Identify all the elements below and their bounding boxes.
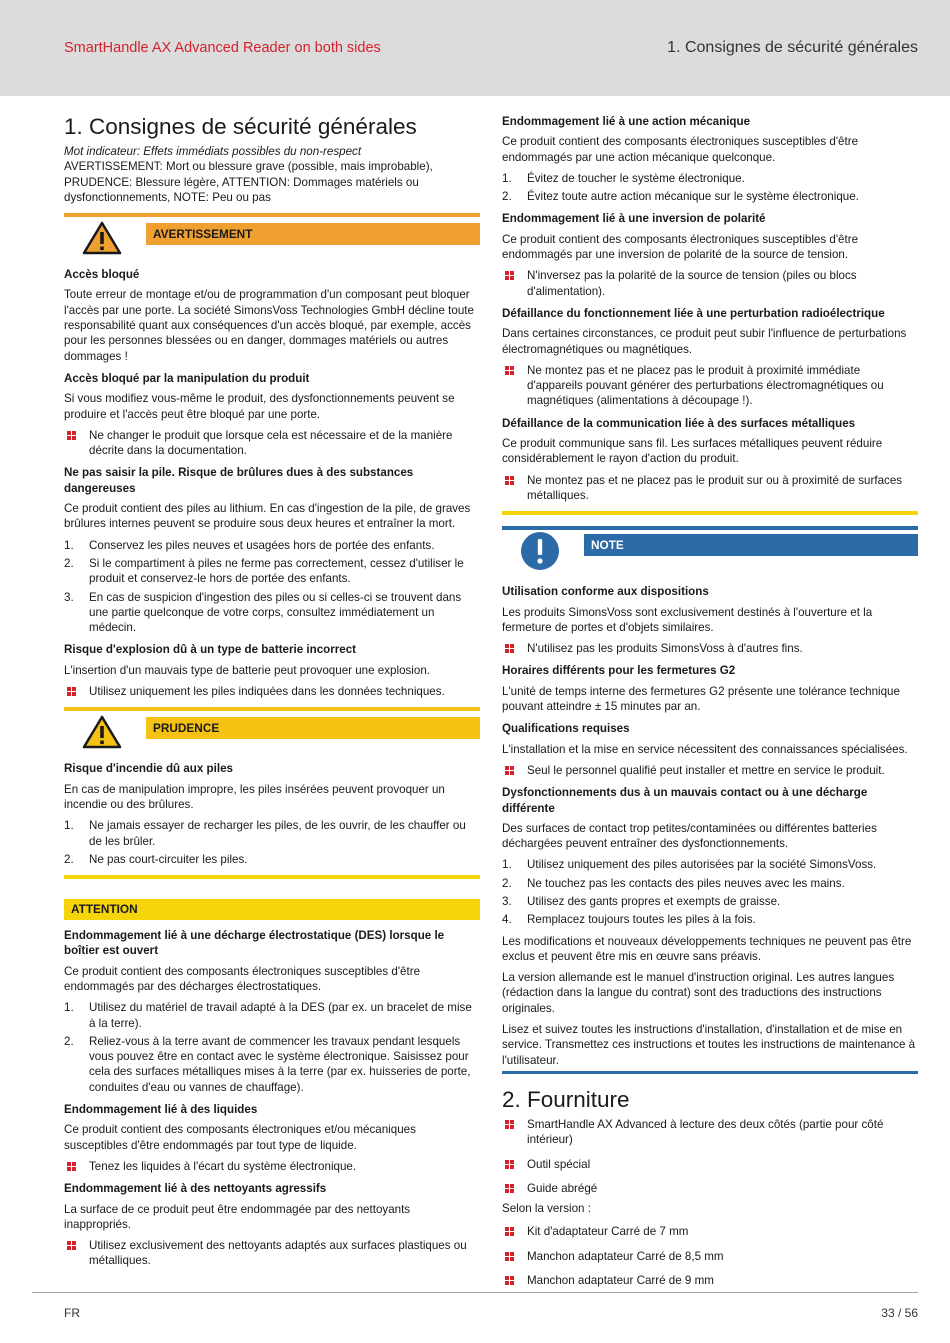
list-item: 1. Évitez de toucher le système électronique. bbox=[502, 171, 745, 185]
list-item: Guide abrégé bbox=[502, 1181, 918, 1196]
bullet-list bbox=[502, 473, 918, 504]
bullet-list bbox=[502, 268, 918, 299]
section-title: Défaillance de la communication liée à des surfaces métalliques bbox=[502, 416, 856, 430]
footer-divider bbox=[32, 1292, 918, 1293]
red-square-bullet-icon bbox=[505, 644, 514, 653]
note-box bbox=[502, 511, 918, 576]
list-item: 1. Ne jamais essayer de recharger les piles, de les ouvrir, de les chauffer ou de les brûler. bbox=[64, 819, 466, 848]
section-title-fourniture: 2. Fourniture bbox=[502, 1086, 630, 1112]
numbered-list bbox=[502, 857, 918, 927]
section-text: En cas de manipulation impropre, les piles insérées peuvent provoquer un incendie ou des brûlures. bbox=[64, 782, 445, 811]
section-title: Endommagement lié à des liquides bbox=[64, 1103, 258, 1117]
list-item: Seul le personnel qualifié peut installer et mettre en service le produit. bbox=[502, 763, 918, 778]
list-item: 2. Ne touchez pas les contacts des piles neuves avec les mains. bbox=[502, 876, 845, 890]
section-title: Endommagement lié à une décharge électrostatique (DES) lorsque le boîtier est ouvert bbox=[64, 929, 445, 958]
red-square-bullet-icon bbox=[505, 1276, 514, 1285]
warning-label: AVERTISSEMENT bbox=[146, 223, 480, 245]
section-title: Accès bloqué par la manipulation du produit bbox=[64, 371, 310, 385]
section-text: Dans certaines circonstances, ce produit peut subir l'influence de perturbations électromagnétiques ou magnétiques. bbox=[502, 327, 907, 356]
page-title: 1. Consignes de sécurité générales bbox=[64, 114, 417, 139]
note-label: NOTE bbox=[584, 534, 918, 556]
list-item: Ne changer le produit que lorsque cela est nécessaire et de la manière décrite dans la documentation. bbox=[64, 428, 480, 459]
caution-bar bbox=[64, 707, 480, 711]
bullet-list bbox=[502, 363, 918, 409]
section-text: Ce produit contient des composants électroniques susceptibles d'être endommagés par des décharges électrostatiques. bbox=[64, 964, 421, 993]
red-square-bullet-icon bbox=[505, 366, 514, 375]
section-text: Ce produit communique sans fil. Les surfaces métalliques peuvent réduire considérablement le rayon d'action du produit. bbox=[502, 437, 883, 466]
section-title: Endommagement lié à des nettoyants agressifs bbox=[64, 1182, 327, 1196]
list-item: N'inversez pas la polarité de la source de tension (piles ou blocs d'alimentation). bbox=[502, 268, 918, 299]
page-header bbox=[0, 0, 950, 96]
version-list bbox=[502, 1224, 918, 1288]
indicator-line: Mot indicateur: Effets immédiats possibles du non-respect bbox=[64, 145, 362, 158]
section-text: La surface de ce produit peut être endommagée par des nettoyants inappropriés. bbox=[64, 1202, 411, 1231]
list-item: 1. Utilisez uniquement des piles autorisées par la société SimonsVoss. bbox=[502, 858, 877, 872]
section-title: Dysfonctionnements dus à un mauvais contact ou à une décharge différente bbox=[502, 786, 868, 815]
warning-box bbox=[64, 213, 480, 259]
header-section: 1. Consignes de sécurité générales bbox=[667, 39, 918, 56]
section-title: Qualifications requises bbox=[502, 722, 630, 736]
section-text: Ce produit contient des piles au lithium. En cas d'ingestion de la pile, de graves brûlures internes peuvent se produire sous deux heures et entraîner la mort. bbox=[64, 502, 471, 531]
bullet-list bbox=[502, 641, 918, 656]
attention-label: ATTENTION bbox=[64, 899, 480, 920]
header-brand: SmartHandle AX Advanced Reader on both sides bbox=[64, 40, 381, 56]
red-square-bullet-icon bbox=[67, 1162, 76, 1171]
bullet-list bbox=[64, 684, 480, 699]
section-text: Des surfaces de contact trop petites/contaminées ou différentes batteries déchargées peuvent entraîner des dysfonctionnements. bbox=[502, 821, 877, 851]
numbered-list bbox=[64, 1000, 480, 1095]
version-label: Selon la version : bbox=[502, 1202, 591, 1216]
paragraph: Lisez et suivez toutes les instructions d'installation, d'installation et de mise en service. Transmettez ces instructions et toutes les instructions de maintenance à l'utilisateur. bbox=[502, 1023, 916, 1067]
section-title: Risque d'incendie dû aux piles bbox=[64, 762, 233, 776]
red-square-bullet-icon bbox=[67, 687, 76, 696]
section-text: L'insertion d'un mauvais type de batterie peut provoquer une explosion. bbox=[64, 663, 431, 677]
bullet-list bbox=[64, 1159, 480, 1174]
list-item: Outil spécial bbox=[502, 1157, 918, 1172]
caution-label: PRUDENCE bbox=[146, 717, 480, 739]
exclamation-circle-icon bbox=[520, 531, 560, 571]
list-item: Utilisez uniquement les piles indiquées dans les données techniques. bbox=[64, 684, 480, 699]
list-item: N'utilisez pas les produits SimonsVoss à d'autres fins. bbox=[502, 641, 918, 656]
indicator-description: AVERTISSEMENT: Mort ou blessure grave (possible, mais improbable), PRUDENCE: Blessure légère, ATTENTION: Dommages matériels ou dysfonctionnements, NOTE: Peu ou pas bbox=[64, 160, 433, 204]
section-text: Ce produit contient des composants électroniques susceptibles d'être endommagés par une inversion de polarité de la source de tension. bbox=[502, 232, 859, 262]
list-item: 4. Remplacez toujours toutes les piles à la fois. bbox=[502, 913, 756, 927]
bullet-list bbox=[64, 428, 480, 459]
paragraph: La version allemande est le manuel d'instruction original. Les autres langues (rédaction dans la langue du contrat) sont des traductions des instructions originales. bbox=[502, 971, 895, 1015]
list-item: Utilisez exclusivement des nettoyants adaptés aux surfaces plastiques ou métalliques. bbox=[64, 1238, 480, 1269]
footer-language: FR bbox=[64, 1306, 80, 1320]
right-column bbox=[502, 110, 918, 1297]
list-item: 3. Utilisez des gants propres et exempts de graisse. bbox=[502, 894, 781, 908]
section-title: Ne pas saisir la pile. Risque de brûlures dues à des substances dangereuses bbox=[64, 466, 414, 495]
red-square-bullet-icon bbox=[505, 271, 514, 280]
section-text: L'installation et la mise en service nécessitent des connaissances spécialisées. bbox=[502, 742, 908, 756]
red-square-bullet-icon bbox=[505, 766, 514, 775]
section-title: Risque d'explosion dû à un type de batterie incorrect bbox=[64, 643, 357, 657]
list-item: Kit d'adaptateur Carré de 7 mm bbox=[502, 1224, 918, 1239]
list-item: 1. Utilisez du matériel de travail adapté à la DES (par ex. un bracelet de mise à la terre). bbox=[64, 1001, 472, 1030]
section-title: Accès bloqué bbox=[64, 268, 140, 282]
section-text: L'unité de temps interne des fermetures G2 présente une tolérance technique pouvant atteindre ± 15 minutes par an. bbox=[502, 684, 900, 714]
list-item: Manchon adaptateur Carré de 8,5 mm bbox=[502, 1249, 918, 1264]
paragraph: Les modifications et nouveaux développements techniques ne peuvent pas être exclus et peuvent être mis en œuvre sans préavis. bbox=[502, 934, 912, 963]
list-item: SmartHandle AX Advanced à lecture des deux côtés (partie pour côté intérieur) bbox=[502, 1117, 918, 1148]
list-item: 2. Ne pas court-circuiter les piles. bbox=[64, 852, 248, 866]
list-item: 1. Conservez les piles neuves et usagées hors de portée des enfants. bbox=[64, 538, 435, 552]
red-square-bullet-icon bbox=[505, 1184, 514, 1193]
attention-box bbox=[64, 875, 480, 920]
list-item: 2. Évitez toute autre action mécanique sur le système électronique. bbox=[502, 190, 859, 204]
warning-triangle-icon bbox=[82, 715, 122, 749]
list-item: Tenez les liquides à l'écart du système électronique. bbox=[64, 1159, 480, 1174]
supply-list bbox=[502, 1117, 918, 1196]
section-divider bbox=[502, 1071, 918, 1074]
section-title: Défaillance du fonctionnement liée à une perturbation radioélectrique bbox=[502, 306, 885, 320]
caution-box bbox=[64, 707, 480, 753]
section-text: Toute erreur de montage et/ou de programmation d'un composant peut bloquer l'accès par une porte. La société SimonsVoss Technologies GmbH décline toute responsabilité quant aux conséquences d'un accès bloqué, par exemple, accès pour les personnes blessées ou en danger, dommages matériels ou autres dommages ! bbox=[64, 288, 474, 363]
footer-page-number: 33 / 56 bbox=[881, 1306, 918, 1320]
list-item: 2. Reliez-vous à la terre avant de commencer les travaux pendant lesquels vous pouvez être en contact avec le système électronique. Saisissez pour cela des surfaces métalliques mises à la terre (par ex. huisseries de porte, conduites d'eau ou vannes de chauffage). bbox=[64, 1034, 471, 1094]
list-item: Ne montez pas et ne placez pas le produit sur ou à proximité de surfaces métalliques. bbox=[502, 473, 918, 504]
red-square-bullet-icon bbox=[67, 431, 76, 440]
bullet-list bbox=[64, 1238, 480, 1269]
numbered-list bbox=[64, 818, 480, 867]
red-square-bullet-icon bbox=[505, 1227, 514, 1236]
note-yellow-bar bbox=[502, 511, 918, 515]
red-square-bullet-icon bbox=[505, 476, 514, 485]
list-item: Ne montez pas et ne placez pas le produit à proximité immédiate d'appareils pouvant générer des perturbations électromagnétiques ou magnétiques (alimentations à découpage !). bbox=[502, 363, 918, 409]
attention-bar bbox=[64, 875, 480, 879]
warning-bar bbox=[64, 213, 480, 217]
left-column bbox=[64, 110, 480, 1274]
numbered-list bbox=[64, 538, 480, 636]
section-title: Utilisation conforme aux dispositions bbox=[502, 585, 709, 599]
list-item: 3. En cas de suspicion d'ingestion des piles ou si celles-ci se trouvent dans une partie quelconque de votre corps, consultez immédiatement un médecin. bbox=[64, 590, 462, 635]
list-item: Manchon adaptateur Carré de 9 mm bbox=[502, 1273, 918, 1288]
note-blue-bar bbox=[502, 526, 918, 530]
red-square-bullet-icon bbox=[505, 1252, 514, 1261]
warning-triangle-icon bbox=[82, 221, 122, 255]
numbered-list bbox=[502, 171, 918, 205]
list-item: 2. Si le compartiment à piles ne ferme pas correctement, cessez d'utiliser le produit et conservez-le hors de portée des enfants. bbox=[64, 556, 464, 586]
section-title: Endommagement lié à une action mécanique bbox=[502, 115, 751, 128]
section-text: Ce produit contient des composants électroniques susceptibles d'être endommagés par une action mécanique quelconque. bbox=[502, 135, 859, 164]
section-text: Les produits SimonsVoss sont exclusivement destinés à l'ouverture et la fermeture de portes et d'objets similaires. bbox=[502, 605, 873, 634]
section-text: Si vous modifiez vous-même le produit, des dysfonctionnements peuvent se produire et l'accès peut être bloqué par une porte. bbox=[64, 392, 455, 421]
red-square-bullet-icon bbox=[505, 1160, 514, 1169]
section-text: Ce produit contient des composants électroniques et/ou mécaniques susceptibles d'être endommagés par tout type de liquide. bbox=[64, 1123, 416, 1152]
section-title: Endommagement lié à une inversion de polarité bbox=[502, 212, 766, 226]
red-square-bullet-icon bbox=[505, 1120, 514, 1129]
section-title: Horaires différents pour les fermetures G2 bbox=[502, 664, 736, 678]
red-square-bullet-icon bbox=[67, 1241, 76, 1250]
bullet-list bbox=[502, 763, 918, 778]
